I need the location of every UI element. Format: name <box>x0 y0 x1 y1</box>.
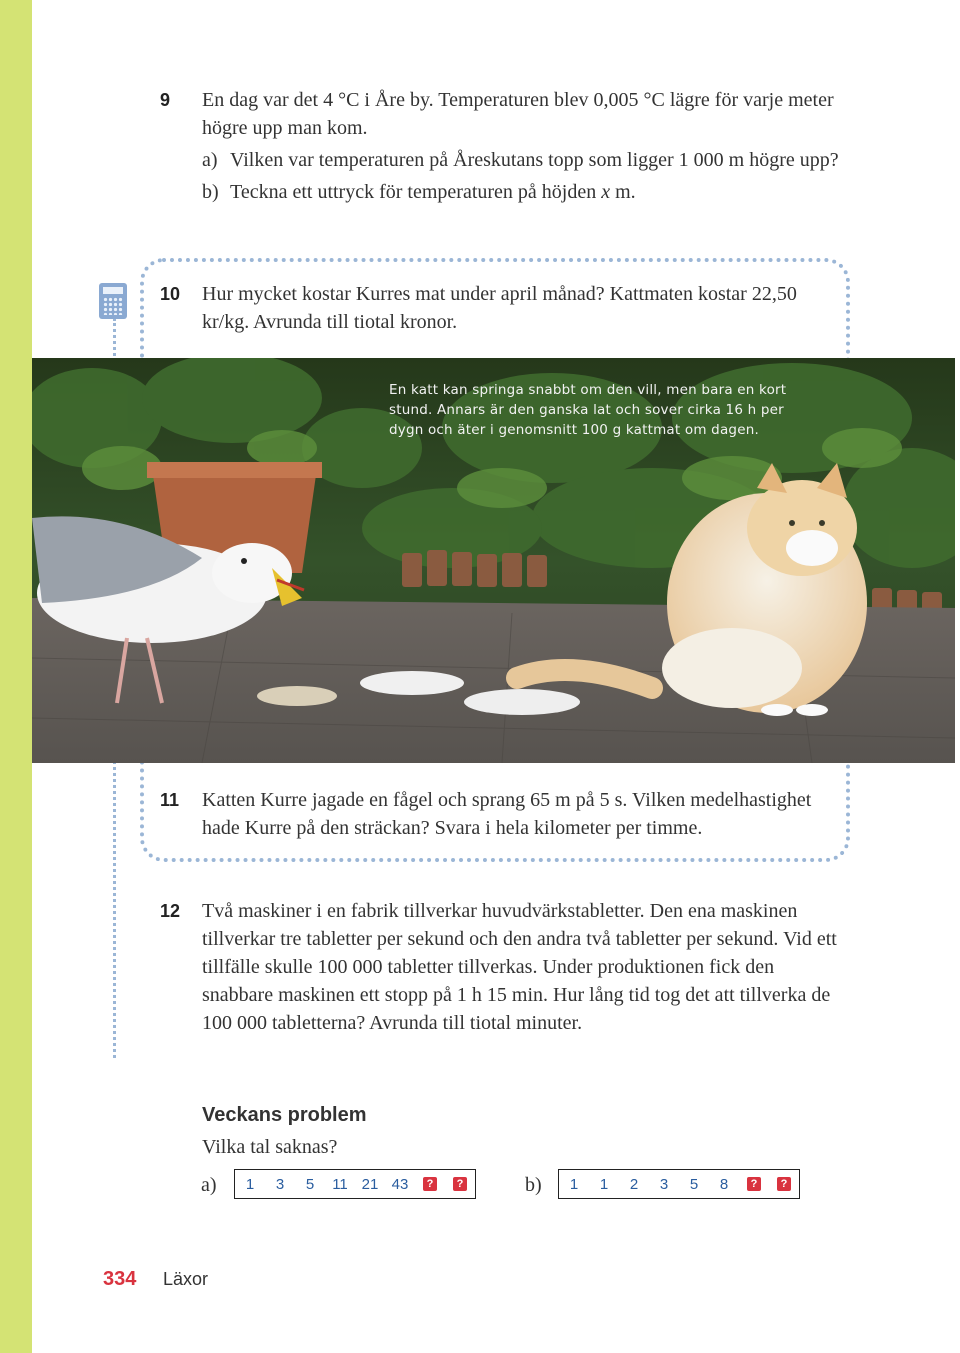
weekly-problem <box>202 1100 902 1162</box>
sequence-b-label: b) <box>525 1174 542 1196</box>
sequence-value: 5 <box>305 1175 315 1193</box>
problem-text: Katten Kurre jagade en fågel och sprang 65 m på 5 s. Vilken medelhastighet hade Kurre på den sträckan? Svara i hela kilometer per timme. <box>202 789 812 839</box>
sequence-value: 1 <box>245 1175 255 1193</box>
question-mark-icon: ? <box>453 1177 467 1191</box>
sub-text: Vilken var temperaturen på Åreskutans topp som ligger 1 000 m högre upp? <box>230 149 839 171</box>
calculator-icon <box>99 283 127 319</box>
section-label: Läxor <box>163 1269 209 1289</box>
sequence-value: 2 <box>629 1175 639 1193</box>
sequence-value: 8 <box>719 1175 729 1193</box>
sub-question-a <box>202 146 842 174</box>
sequence-a <box>234 1169 476 1199</box>
sequence-value: 3 <box>659 1175 669 1193</box>
sequence-missing-cell <box>739 1170 769 1198</box>
sub-text: Teckna ett uttryck för temperaturen på höjden <box>230 181 602 203</box>
problem-text: Två maskiner i en fabrik tillverkar huvudvärkstabletter. Den ena maskinen tillverkar tre tabletter per sekund och den andra två tabletter per sekund. Vid ett tillfälle skulle 100 000 tabletter tillverkas. Under produktionen fick den snabbare maskinen ett stopp på 1 h 15 min. Hur lång tid tog det att tillverka de 100 000 tabletterna? Avrunda till tiotal minuter. <box>202 900 837 1034</box>
photo-caption: En katt kan springa snabbt om den vill, men bara en kort stund. Annars är den ganska lat och sover cirka 16 h per dygn och äter i genomsnitt 100 g kattmat om dagen. <box>389 382 787 438</box>
sequence-missing-cell <box>769 1170 799 1198</box>
sequence-value: 1 <box>569 1175 579 1193</box>
problem-12 <box>160 897 860 1067</box>
sequence-value: 11 <box>332 1175 348 1193</box>
sequence-missing-cell <box>415 1170 445 1198</box>
question-mark-icon: ? <box>747 1177 761 1191</box>
problem-number: 12 <box>160 901 181 921</box>
sequence-value: 3 <box>275 1175 285 1193</box>
variable-x: x <box>601 181 611 203</box>
problem-number: 11 <box>160 790 180 810</box>
sequence-missing-cell <box>445 1170 475 1198</box>
sub-label: a) <box>202 149 218 171</box>
sequence-value: 21 <box>361 1175 379 1193</box>
sub-label: b) <box>202 181 219 203</box>
problem-intro: En dag var det 4 °C i Åre by. Temperaturen blev 0,005 °C lägre för varje meter högre upp man kom. <box>202 89 834 139</box>
weekly-problem-title: Veckans problem <box>202 1104 367 1126</box>
problem-number: 9 <box>160 90 171 110</box>
sequence-value: 5 <box>689 1175 699 1193</box>
sequence-a-label: a) <box>201 1174 217 1196</box>
page-sidebar-stripe <box>0 0 32 1353</box>
problem-text: Hur mycket kostar Kurres mat under april månad? Kattmaten kostar 22,50 kr/kg. Avrunda till tiotal kronor. <box>202 283 797 333</box>
problem-10 <box>160 280 860 340</box>
question-mark-icon: ? <box>777 1177 791 1191</box>
sequence-value: 1 <box>599 1175 609 1193</box>
sequence-value: 43 <box>391 1175 409 1193</box>
sub-question-b <box>202 178 842 206</box>
problem-9 <box>160 86 860 246</box>
question-mark-icon: ? <box>423 1177 437 1191</box>
problem-11 <box>160 786 860 846</box>
problem-text <box>202 86 842 206</box>
sequence-b <box>558 1169 800 1199</box>
problem-number: 10 <box>160 284 181 304</box>
photo-cat-and-seagull <box>32 358 955 763</box>
weekly-problem-question: Vilka tal saknas? <box>202 1136 338 1158</box>
sub-text-end: m. <box>610 181 636 203</box>
page-number: 334 <box>103 1268 137 1290</box>
